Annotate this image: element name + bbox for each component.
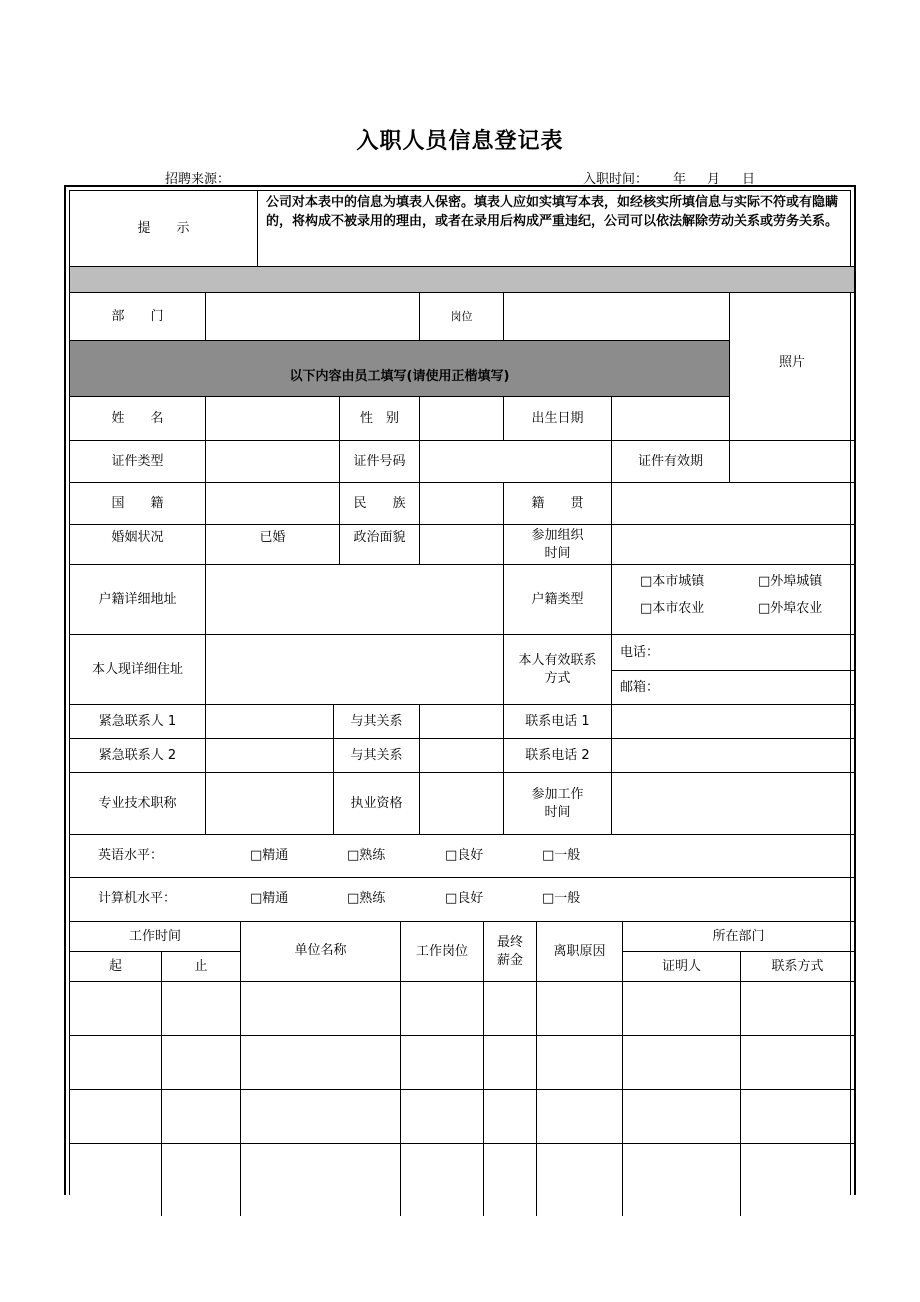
id-number-field[interactable] bbox=[420, 441, 612, 483]
position-label: 岗位 bbox=[420, 293, 504, 341]
work-history-cell[interactable] bbox=[741, 1144, 854, 1216]
ethnicity-label-cell bbox=[340, 483, 420, 525]
join-org-time-field[interactable] bbox=[612, 525, 854, 565]
work-history-cell[interactable] bbox=[70, 1090, 162, 1144]
household-option-city-rural[interactable]: □本市农业 bbox=[640, 601, 705, 616]
ethnicity-label: 民 族 bbox=[353, 495, 406, 511]
notice-label: 提 示 bbox=[137, 220, 190, 236]
work-history-cell[interactable] bbox=[623, 1090, 741, 1144]
work-history-cell[interactable] bbox=[70, 982, 162, 1036]
contact-phone-1-label: 联系电话 1 bbox=[504, 705, 612, 739]
practice-qualification-label: 执业资格 bbox=[334, 773, 420, 835]
work-history-cell[interactable] bbox=[741, 1036, 854, 1090]
notice-text: 公司对本表中的信息为填表人保密。填表人应如实填写本表，如经核实所填信息与实际不符或有隐瞒的，将构成不被录用的理由，或者在录用后构成严重违纪，公司可以依法解除劳动关系或劳务关系。 bbox=[258, 191, 854, 267]
emergency-contact-2-field[interactable] bbox=[206, 739, 334, 773]
english-option-general[interactable]: □一般 bbox=[542, 848, 581, 863]
current-address-label: 本人现详细住址 bbox=[70, 635, 206, 705]
nationality-label: 国 籍 bbox=[111, 495, 164, 511]
relation-2-label: 与其关系 bbox=[334, 739, 420, 773]
final-salary-header-cell bbox=[484, 922, 537, 982]
work-history-cell[interactable] bbox=[537, 1036, 623, 1090]
birth-date-label: 出生日期 bbox=[504, 397, 612, 441]
work-history-cell[interactable] bbox=[623, 1036, 741, 1090]
work-history-cell[interactable] bbox=[401, 1036, 484, 1090]
contact-phone-1-field[interactable] bbox=[612, 705, 854, 739]
marital-status-field[interactable]: 已婚 bbox=[206, 525, 340, 565]
work-history-cell[interactable] bbox=[70, 1036, 162, 1090]
id-type-field[interactable] bbox=[206, 441, 340, 483]
department-label-cell bbox=[70, 293, 206, 341]
household-option-outside-urban[interactable]: □外埠城镇 bbox=[758, 574, 823, 589]
english-level-row bbox=[70, 835, 854, 878]
household-address-field[interactable] bbox=[206, 565, 504, 635]
native-place-field[interactable] bbox=[612, 483, 854, 525]
work-history-cell[interactable] bbox=[241, 1144, 401, 1216]
work-history-cell[interactable] bbox=[401, 1090, 484, 1144]
phone-label: 电话： bbox=[620, 644, 660, 660]
page-title: 入职人员信息登记表 bbox=[356, 129, 564, 154]
contact-method-label-cell bbox=[504, 635, 612, 705]
relation-2-field[interactable] bbox=[420, 739, 504, 773]
work-history-cell[interactable] bbox=[241, 1036, 401, 1090]
computer-option-proficient[interactable]: □精通 bbox=[250, 891, 289, 906]
emergency-contact-1-field[interactable] bbox=[206, 705, 334, 739]
email-label: 邮箱： bbox=[620, 679, 660, 695]
work-history-cell[interactable] bbox=[70, 1144, 162, 1216]
work-history-cell[interactable] bbox=[162, 1090, 241, 1144]
english-level-label: 英语水平： bbox=[98, 848, 164, 863]
work-history-cell[interactable] bbox=[401, 982, 484, 1036]
work-history-cell[interactable] bbox=[162, 982, 241, 1036]
professional-title-label: 专业技术职称 bbox=[70, 773, 206, 835]
entry-time-label: 入职时间： bbox=[583, 172, 649, 187]
id-number-label: 证件号码 bbox=[340, 441, 420, 483]
department-field[interactable] bbox=[206, 293, 420, 341]
work-history-cell[interactable] bbox=[741, 1090, 854, 1144]
email-field[interactable] bbox=[612, 671, 854, 705]
english-option-skilled[interactable]: □熟练 bbox=[347, 848, 386, 863]
entry-month-label: 月 bbox=[707, 172, 721, 187]
work-history-cell[interactable] bbox=[162, 1144, 241, 1216]
contact-phone-2-label: 联系电话 2 bbox=[504, 739, 612, 773]
computer-option-skilled[interactable]: □熟练 bbox=[347, 891, 386, 906]
gender-label-cell bbox=[340, 397, 420, 441]
photo-label: 照片 bbox=[778, 354, 805, 370]
nationality-label-cell bbox=[70, 483, 206, 525]
id-validity-field[interactable] bbox=[730, 441, 854, 483]
work-start-time-label-cell bbox=[504, 773, 612, 835]
position-field[interactable] bbox=[504, 293, 730, 341]
work-history-cell[interactable] bbox=[484, 1036, 537, 1090]
leave-reason-header: 离职原因 bbox=[537, 922, 623, 982]
computer-level-row bbox=[70, 878, 854, 922]
current-address-field[interactable] bbox=[206, 635, 504, 705]
computer-level-label: 计算机水平： bbox=[98, 891, 177, 906]
employee-section-label: 以下内容由员工填写(请使用正楷填写) bbox=[289, 369, 510, 384]
work-history-cell[interactable] bbox=[162, 1036, 241, 1090]
job-position-header: 工作岗位 bbox=[401, 922, 484, 982]
ethnicity-field[interactable] bbox=[420, 483, 504, 525]
english-option-good[interactable]: □良好 bbox=[445, 848, 484, 863]
household-type-options bbox=[612, 565, 854, 635]
political-status-label: 政治面貌 bbox=[340, 525, 420, 565]
name-label-cell bbox=[70, 397, 206, 441]
phone-field[interactable] bbox=[612, 635, 854, 671]
work-history-cell[interactable] bbox=[537, 1144, 623, 1216]
relation-1-label: 与其关系 bbox=[334, 705, 420, 739]
gender-label: 性 别 bbox=[359, 410, 399, 426]
registration-form bbox=[64, 185, 856, 1195]
employee-section-header bbox=[70, 341, 730, 397]
computer-option-good[interactable]: □良好 bbox=[445, 891, 484, 906]
relation-1-field[interactable] bbox=[420, 705, 504, 739]
work-to-header: 止 bbox=[162, 952, 241, 982]
company-header: 单位名称 bbox=[241, 922, 401, 982]
entry-day-label: 日 bbox=[742, 172, 756, 187]
contact-method-label: 本人有效联系 方式 bbox=[518, 652, 597, 686]
name-field[interactable] bbox=[206, 397, 340, 441]
english-option-proficient[interactable]: □精通 bbox=[250, 848, 289, 863]
marital-status-label: 婚姻状况 bbox=[70, 525, 206, 565]
household-address-label: 户籍详细地址 bbox=[70, 565, 206, 635]
work-history-cell[interactable] bbox=[484, 1144, 537, 1216]
birth-date-field[interactable] bbox=[612, 397, 730, 441]
name-label: 姓 名 bbox=[111, 410, 164, 426]
notice-label-cell bbox=[70, 191, 258, 267]
work-history-cell[interactable] bbox=[741, 982, 854, 1036]
native-place-label: 籍 贯 bbox=[531, 495, 584, 511]
work-history-cell[interactable] bbox=[537, 1090, 623, 1144]
id-validity-label: 证件有效期 bbox=[612, 441, 730, 483]
work-start-time-field[interactable] bbox=[612, 773, 854, 835]
household-type-label: 户籍类型 bbox=[504, 565, 612, 635]
join-org-time-label: 参加组织 时间 bbox=[531, 527, 584, 561]
reference-header: 证明人 bbox=[623, 952, 741, 982]
contact-header: 联系方式 bbox=[741, 952, 854, 982]
form-grid bbox=[69, 190, 851, 1195]
department-label: 部 门 bbox=[111, 308, 164, 324]
entry-year-label: 年 bbox=[673, 172, 687, 187]
work-start-time-label: 参加工作 时间 bbox=[531, 786, 584, 820]
join-org-time-label-cell bbox=[504, 525, 612, 565]
photo-cell[interactable] bbox=[730, 293, 854, 441]
work-history-cell[interactable] bbox=[623, 1144, 741, 1216]
household-option-outside-rural[interactable]: □外埠农业 bbox=[758, 601, 823, 616]
section-divider-bar bbox=[70, 267, 854, 293]
household-option-city-urban[interactable]: □本市城镇 bbox=[640, 574, 705, 589]
practice-qualification-field[interactable] bbox=[420, 773, 504, 835]
contact-phone-2-field[interactable] bbox=[612, 739, 854, 773]
recruit-source-label: 招聘来源： bbox=[165, 172, 231, 187]
work-history-cell[interactable] bbox=[401, 1144, 484, 1216]
nationality-field[interactable] bbox=[206, 483, 340, 525]
political-status-field[interactable] bbox=[420, 525, 504, 565]
work-history-cell[interactable] bbox=[537, 982, 623, 1036]
work-history-cell[interactable] bbox=[484, 982, 537, 1036]
work-history-cell[interactable] bbox=[623, 982, 741, 1036]
work-from-header: 起 bbox=[70, 952, 162, 982]
dept-header: 所在部门 bbox=[623, 922, 854, 952]
work-history-cell[interactable] bbox=[484, 1090, 537, 1144]
work-history-cell[interactable] bbox=[241, 982, 401, 1036]
emergency-contact-1-label: 紧急联系人 1 bbox=[70, 705, 206, 739]
computer-option-general[interactable]: □一般 bbox=[542, 891, 581, 906]
professional-title-field[interactable] bbox=[206, 773, 334, 835]
gender-field[interactable] bbox=[420, 397, 504, 441]
work-time-header: 工作时间 bbox=[70, 922, 241, 952]
native-place-label-cell bbox=[504, 483, 612, 525]
id-type-label: 证件类型 bbox=[70, 441, 206, 483]
work-history-cell[interactable] bbox=[241, 1090, 401, 1144]
emergency-contact-2-label: 紧急联系人 2 bbox=[70, 739, 206, 773]
final-salary-header: 最终 薪金 bbox=[496, 934, 523, 968]
